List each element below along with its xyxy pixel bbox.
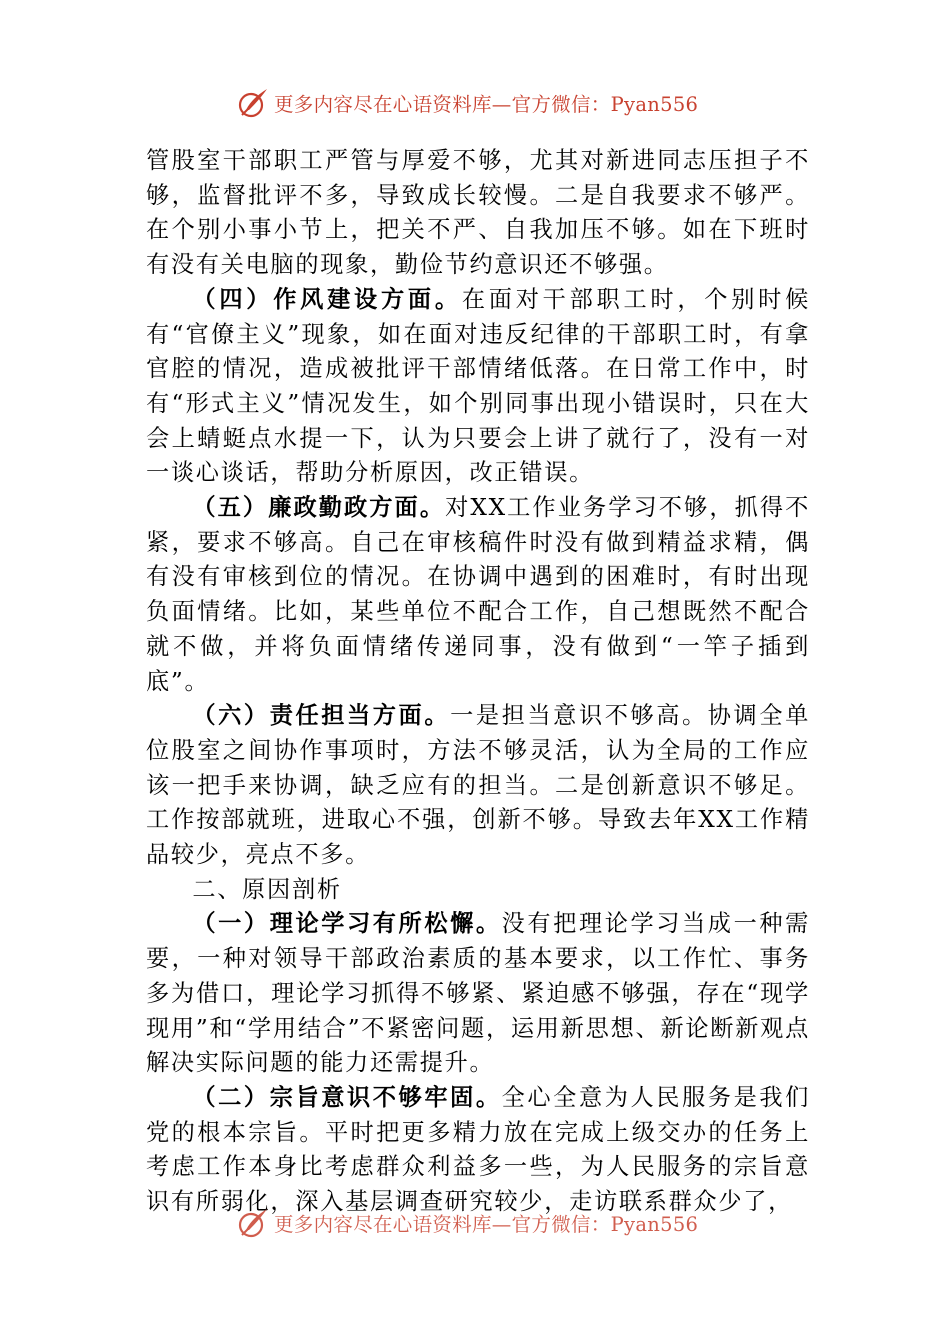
paragraph-theory-study (146, 907, 810, 1081)
paragraph-text: 对XX工作业务学习不够，抓得不紧，要求不够高。自己在审核稿件时没有做到精益求精，偶有没有审核到位的情况。在协调中遇到的困难时，有时出现负面情绪。比如，某些单位不配合工作，自己想既然不配合就不做，并将负面情绪传递同事，没有做到“一竿子插到底”。 (146, 494, 811, 695)
quill-logo-icon (236, 1206, 270, 1240)
quill-logo-icon (236, 86, 270, 120)
paragraph-text: 管股室干部职工严管与厚爱不够，尤其对新进同志压担子不够，监督批评不多，导致成长较慢。二是自我要求不够严。在个别小事小节上，把关不严、自我加压不够。如在下班时有没有关电脑的现象，勤俭节约意识还不够强。 (146, 147, 810, 279)
footer-watermark (236, 1206, 756, 1240)
paragraph-responsibility (146, 699, 810, 873)
paragraph-lead: （五）廉政勤政方面。 (192, 494, 446, 522)
watermark-text: 更多内容尽在心语资料库—官方微信：Pyan556 (274, 1213, 699, 1236)
paragraph-continuation (146, 144, 810, 283)
paragraph-purpose-awareness (146, 1081, 810, 1220)
paragraph-text: 全心全意为人民服务是我们党的根本宗旨。平时把更多精力放在完成上级交办的任务上考虑工作本身比考虑群众利益多一些，为人民服务的宗旨意识有所弱化，深入基层调查研究较少，走访联系群众少了， (146, 1083, 810, 1216)
paragraph-text: 没有把理论学习当成一种需要，一种对领导干部政治素质的基本要求，以工作忙、事务多为借口，理论学习抓得不够紧、紧迫感不够强，存在“现学现用”和“学用结合”不紧密问题，运用新思想、新论断新观点解决实际问题的能力还需提升。 (146, 910, 810, 1077)
paragraph-lead: （一）理论学习有所松懈。 (192, 910, 502, 938)
paragraph-lead: （二）宗旨意识不够牢固。 (192, 1083, 502, 1111)
paragraph-integrity (146, 491, 810, 699)
header-watermark (236, 86, 756, 120)
paragraph-text: 一是担当意识不够高。协调全单位股室之间协作事项时，方法不够灵活，认为全局的工作应该一把手来协调，缺乏应有的担当。二是创新意识不够足。工作按部就班，进取心不强，创新不够。导致去年XX工作精品较少，亮点不多。 (146, 702, 810, 869)
paragraph-lead: （六）责任担当方面。 (192, 702, 451, 730)
document-body (146, 144, 810, 1220)
watermark-text: 更多内容尽在心语资料库—官方微信：Pyan556 (274, 93, 699, 116)
paragraph-lead: （四）作风建设方面。 (192, 285, 462, 313)
paragraph-text: 在面对干部职工时，个别时候有“官僚主义”现象，如在面对违反纪律的干部职工时，有拿官腔的情况，造成被批评干部情绪低落。在日常工作中，时有“形式主义”情况发生，如个别同事出现小错误时，只在大会上蜻蜓点水提一下，认为只要会上讲了就行了，没有一对一谈心谈话，帮助分析原因，改正错误。 (146, 285, 810, 487)
section-heading: 二、原因剖析 (192, 875, 342, 903)
paragraph-work-style (146, 283, 810, 491)
